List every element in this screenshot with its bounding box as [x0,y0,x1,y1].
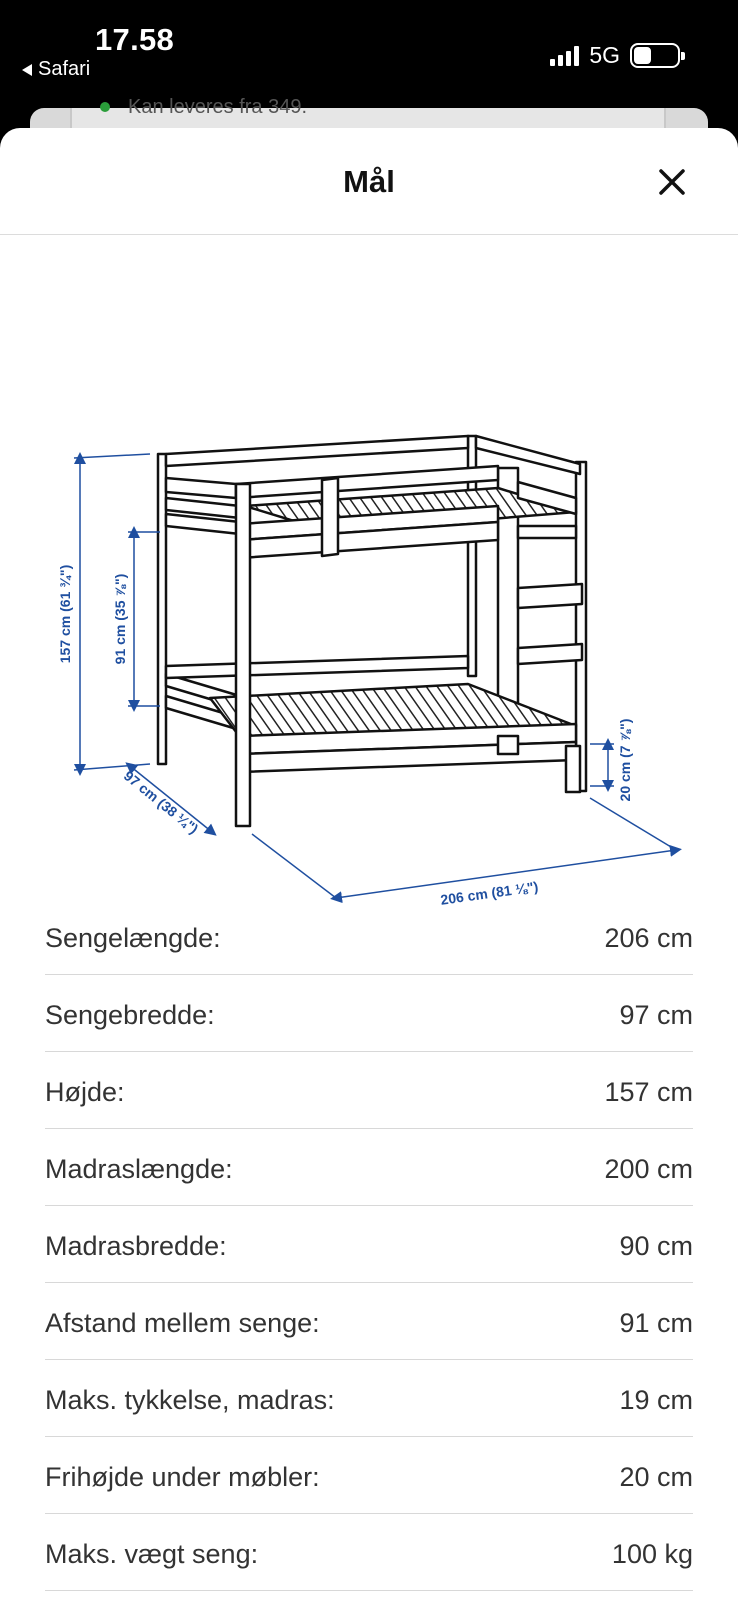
dimension-row [45,1514,693,1591]
status-indicators [550,42,680,69]
label-length: 206 cm (81 ⅛") [439,878,540,908]
sheet-header [0,128,738,235]
dimensions-table [45,898,693,1591]
dimensions-sheet [0,128,738,1600]
dimension-row [45,1206,693,1283]
dimension-value: 19 cm [619,1384,693,1415]
close-button[interactable] [652,162,692,202]
dimension-row [45,975,693,1052]
dimension-label: Afstand mellem senge: [45,1307,320,1338]
back-app-label: Safari [38,58,91,80]
dimension-value: 100 kg [611,1538,693,1569]
back-triangle-icon [22,64,32,76]
dimension-value: 97 cm [619,999,693,1030]
dimension-row [45,1129,693,1206]
dimension-label: Maks. tykkelse, madras: [45,1384,335,1415]
status-time: 17.58 [95,22,175,57]
dimension-value: 200 cm [604,1153,693,1184]
dimension-row [45,1360,693,1437]
cellular-signal-icon [550,46,579,66]
back-to-app-link[interactable] [22,58,90,81]
dimension-label: Sengelængde: [45,922,221,953]
dimension-label: Højde: [45,1076,125,1107]
dimension-value: 90 cm [619,1230,693,1261]
dimension-row [45,1052,693,1129]
dimension-row [45,898,693,975]
availability-text: Kan leveres fra 349. [128,96,307,118]
sheet-title: Mål [343,164,395,199]
bed-drawing [158,436,586,826]
dimension-label: Sengebredde: [45,999,215,1030]
bunk-bed-dimension-drawing [0,236,738,926]
dimension-row [45,1283,693,1360]
dimension-value: 206 cm [604,922,693,953]
close-icon [657,167,687,197]
dimension-label: Frihøjde under møbler: [45,1461,320,1492]
label-total-height: 157 cm (61 ¾") [57,564,73,664]
dimension-value: 157 cm [604,1076,693,1107]
status-bar [0,0,738,110]
network-type: 5G [589,42,620,68]
label-between-beds: 91 cm (35 ⅞") [112,573,128,665]
dimension-row [45,1437,693,1514]
label-depth: 97 cm (38 ¼") [120,767,202,837]
dimension-label: Madrasbredde: [45,1230,227,1261]
availability-dot-icon [100,102,110,112]
dimension-label: Madraslængde: [45,1153,233,1184]
label-floor-clearance: 20 cm (7 ⅞") [617,718,633,802]
dimension-value: 91 cm [619,1307,693,1338]
dimension-label: Maks. vægt seng: [45,1538,259,1569]
battery-icon [630,43,680,68]
dimension-value: 20 cm [619,1461,693,1492]
